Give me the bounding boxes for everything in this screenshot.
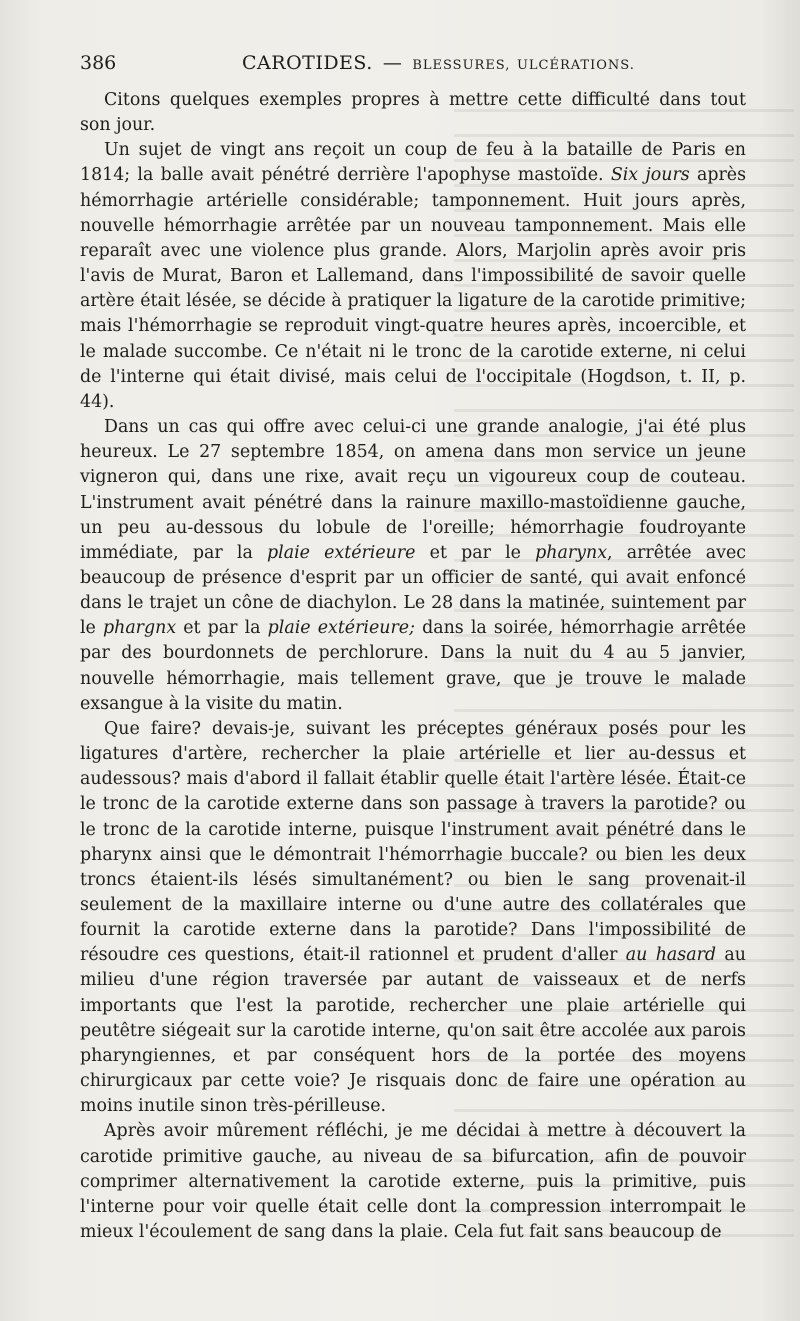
italic-text: plaie extérieure; [267,618,415,639]
text-run: Que faire? devais-je, suivant les préceptes généraux posés pour les ligatures d'artère, rechercher la plaie artérielle et lier au-dessus et audessous? mais d'abord il fallait établir quelle était l'artère lésée. Était-ce le tronc de la carotide externe dans son passage à travers la parotide? ou le tronc de la carotide interne, puisque l'instrument avait pénétré dans le pharynx ainsi que le démontrait l'hémorrhagie buccale? ou bien les deux troncs étaient-ils lésés simultanément? ou bien le sang provenait-il seulement de la maxillaire interne ou d'une autre des collatérales que fournit la carotide externe dans la parotide? Dans l'impossibilité de résoudre ces questions, était-il rationnel et prudent d'aller [80,718,746,966]
italic-text: Six jours [610,165,690,186]
text-run: Dans un cas qui offre avec celui-ci une grande analogie, j'ai été plus heureux. Le 27 septembre 1854, on amena dans mon service un jeune vigneron qui, dans une rixe, avait reçu un vigoureux coup de couteau. L'instrument avait pénétré dans la rainure maxillo-mastoïdienne gauche, un peu au-dessous du lobule de l'oreille; hémorrhagie foudroyante immédiate, par la [80,417,746,563]
running-header [80,52,740,80]
text-run: , arrêtée avec beaucoup de présence d'esprit par un officier de santé, qui avait enfoncé dans le trajet un cône de diachylon. Le 28 dans la matinée, suintement par le [80,542,746,639]
text-run: après hémorrhagie artérielle considérable; tamponnement. Huit jours après, nouvelle hémorrhagie arrêtée par un nouveau tamponnement. Mais elle reparaît avec une violence plus grande. Alors, Marjolin après avoir pris l'avis de Murat, Baron et Lallemand, dans l'impossibilité de savoir quelle artère était lésée, se décide à pratiquer la ligature de la carotide primitive; mais l'hémorrhagie se reproduit vingt-quatre heures après, incoercible, et le malade succombe. Ce n'était ni le tronc de la carotide externe, ni celui de l'interne qui était divisé, mais celui de l'occipitale (Hogdson, t. II, p. 44). [80,165,747,412]
paragraph [80,88,746,138]
paragraph [80,138,746,415]
paragraph [80,1119,746,1245]
running-title [242,52,635,74]
italic-text: pharynx [535,542,608,563]
text-run: Un sujet de vingt ans reçoit un coup de feu à la bataille de Paris en 1814; la balle avait pénétré derrière l'apophyse mastoïde. [80,140,746,186]
running-title-main: CAROTIDES. [242,52,373,74]
italic-text: phargnx [102,618,177,639]
running-title-subtitle-2: ULCÉRATIONS. [516,58,635,73]
text-run: au milieu d'une région traversée par autant de vaisseaux et de nerfs importants que l'est la parotide, rechercher une plaie artérielle qui peutêtre siégeait sur la carotide interne, qu'on sait être accolée aux parois pharyngiennes, et par conséquent hors de la portée des moyens chirurgicaux par cette voie? Je risquais donc de faire une opération au moins inutile sinon très-périlleuse. [80,945,746,1117]
text-run: Après avoir mûrement réfléchi, je me décidai à mettre à découvert la carotide primitive gauche, au niveau de sa bifurcation, afin de pouvoir comprimer alternativement la carotide externe, puis la primitive, puis l'interne pour voir quelle était celle dont la compression interrompait le mieux l'écoulement de sang dans la plaie. Cela fut fait sans beaucoup de [80,1121,746,1243]
page-number: 386 [80,52,117,74]
paragraph [80,415,746,717]
running-title-subtitle-1: BLESSURES, [412,58,511,73]
text-run: et par la [176,618,268,639]
text-run: dans la soirée, hémorrhagie arrêtée par des bourdonnets de perchlorure. Dans la nuit du 4 au 5 janvier, nouvelle hémorrhagie, mais tellement grave, que je trouve le malade exsangue à la visite du matin. [80,618,746,714]
text-run: Citons quelques exemples propres à mettre cette difficulté dans tout son jour. [80,90,746,136]
italic-text: au hasard [625,945,717,966]
text-run: et par le [415,542,536,563]
paragraph [80,717,746,1120]
body-text [80,88,746,1245]
running-title-separator: — [382,52,403,74]
italic-text: plaie extérieure [267,542,416,563]
